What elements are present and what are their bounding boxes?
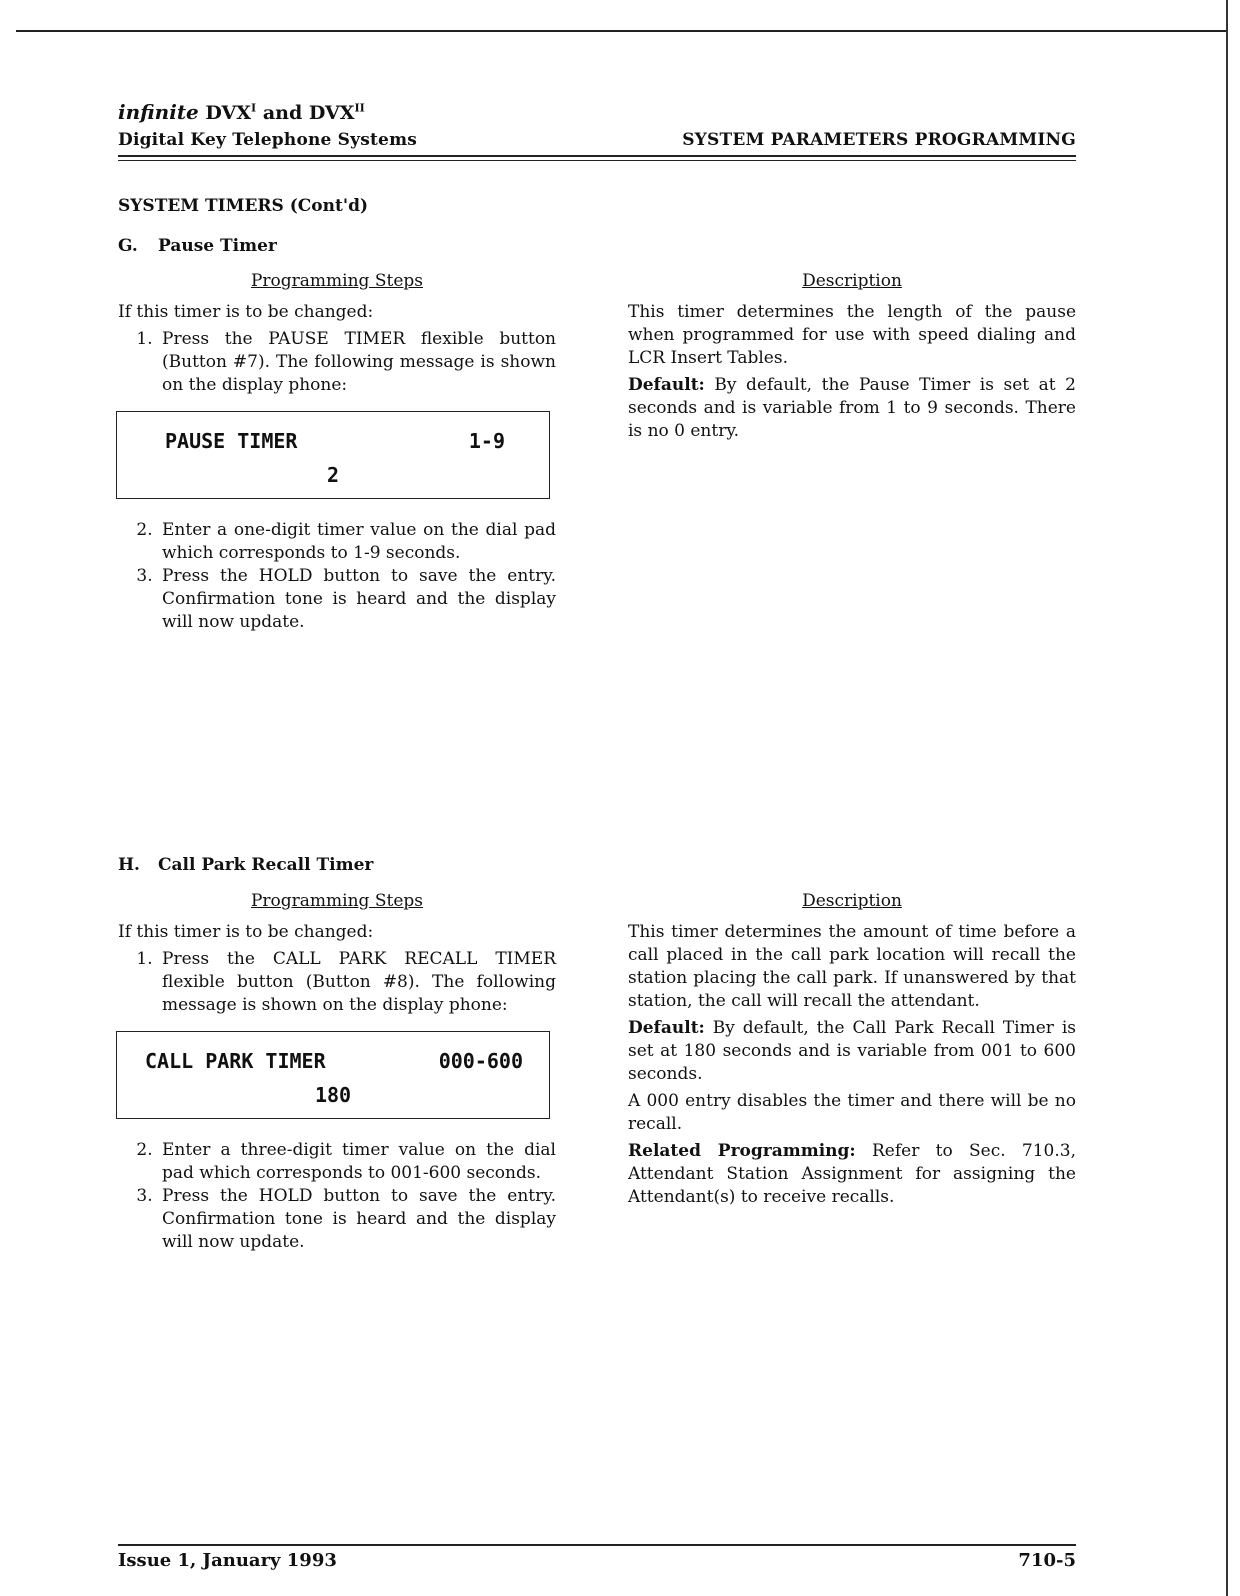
page-top-border [16,30,1228,32]
pause-timer-heading [118,236,277,256]
pause-timer-letter: G. [118,236,138,256]
call-park-desc-text: This timer determines the amount of time before a call placed in the call park location will recall the station placing the call park. If unanswered by that station, the call will recall the attendant. [628,922,1076,1011]
call-park-steps-heading: Programming Steps [250,891,423,911]
footer-row [118,1550,1076,1571]
section-title: SYSTEM TIMERS (Cont'd) [118,196,368,216]
call-park-display [116,1031,550,1119]
page-right-border [1226,0,1228,1596]
pause-default-label: Default: [628,375,705,395]
call-park-related-label: Related Programming: [628,1141,856,1161]
footer-issue: Issue 1, January 1993 [118,1550,337,1571]
pause-display-range: 1-9 [468,429,505,453]
pause-step-1: 1. Press the PAUSE TIMER flexible button (Button #7). The following message is shown on the display phone: [158,328,556,397]
header-subtitle-row [118,130,1076,150]
pause-timer-title: Pause Timer [158,236,277,256]
call-park-disable-text: A 000 entry disables the timer and there will be no recall. [628,1091,1076,1134]
call-park-display-label: CALL PARK TIMER [145,1049,326,1073]
header-subtitle-left: Digital Key Telephone Systems [118,130,418,150]
pause-timer-steps-column [118,270,556,634]
call-park-description-column [628,890,1076,1213]
header-rule [118,155,1076,157]
call-park-related-text: Refer to Sec. 710.3, Attendant Station Assignment for assigning the Attendant(s) to receive recalls. [628,1141,1077,1207]
pause-step-2: 2. Enter a one-digit timer value on the dial pad which corresponds to 1-9 seconds. [158,519,556,565]
call-park-title: Call Park Recall Timer [158,855,374,875]
brand-sup-1: I [251,101,257,115]
page-footer [118,1544,1076,1571]
call-park-step-2: 2. Enter a three-digit timer value on the dial pad which corresponds to 001-600 seconds. [158,1139,556,1185]
pause-display-value: 2 [326,463,340,487]
call-park-related-para [628,1140,1076,1209]
header-subtitle-right: SYSTEM PARAMETERS PROGRAMMING [682,130,1076,150]
call-park-letter: H. [118,855,140,875]
call-park-steps-list-cont [118,1139,556,1254]
call-park-step-1: 1. Press the CALL PARK RECALL TIMER flexible button (Button #8). The following message is shown on the display phone: [158,948,556,1017]
page-header [118,100,1076,150]
call-park-step-3: 3. Press the HOLD button to save the entry. Confirmation tone is heard and the display will now update. [158,1185,556,1254]
brand-dvx: DVX [205,102,252,124]
pause-step-3: 3. Press the HOLD button to save the entry. Confirmation tone is heard and the display will now update. [158,565,556,634]
brand-and-dvx: and DVX [262,102,355,124]
call-park-desc-heading: Description [802,891,902,911]
pause-default-text: By default, the Pause Timer is set at 2 seconds and is variable from 1 to 9 seconds. There is no 0 entry. [628,375,1076,441]
pause-default-para [628,374,1076,443]
call-park-intro: If this timer is to be changed: [118,922,374,942]
call-park-steps-column [118,890,556,1254]
pause-desc-text: This timer determines the length of the pause when programmed for use with speed dialing and LCR Insert Tables. [628,302,1076,368]
pause-timer-description-column [628,270,1076,447]
call-park-steps-list [118,948,556,1017]
call-park-default-text: By default, the Call Park Recall Timer is set at 180 seconds and is variable from 001 to 600 seconds. [628,1018,1076,1084]
brand-line [118,100,1076,124]
header-rule-thin [118,160,1076,161]
pause-desc-heading: Description [802,271,902,291]
brand-sup-2: II [354,101,365,115]
pause-steps-heading: Programming Steps [250,271,423,291]
call-park-display-range: 000-600 [438,1049,523,1073]
call-park-default-label: Default: [628,1018,705,1038]
call-park-display-value: 180 [314,1083,352,1107]
call-park-heading [118,855,373,875]
footer-page-number: 710-5 [1018,1550,1076,1571]
pause-timer-display [116,411,550,499]
pause-display-label: PAUSE TIMER [165,429,298,453]
pause-intro: If this timer is to be changed: [118,302,374,322]
pause-steps-list-cont [118,519,556,634]
pause-steps-list [118,328,556,397]
brand-italic: infinite [118,100,199,124]
call-park-default-para [628,1017,1076,1086]
